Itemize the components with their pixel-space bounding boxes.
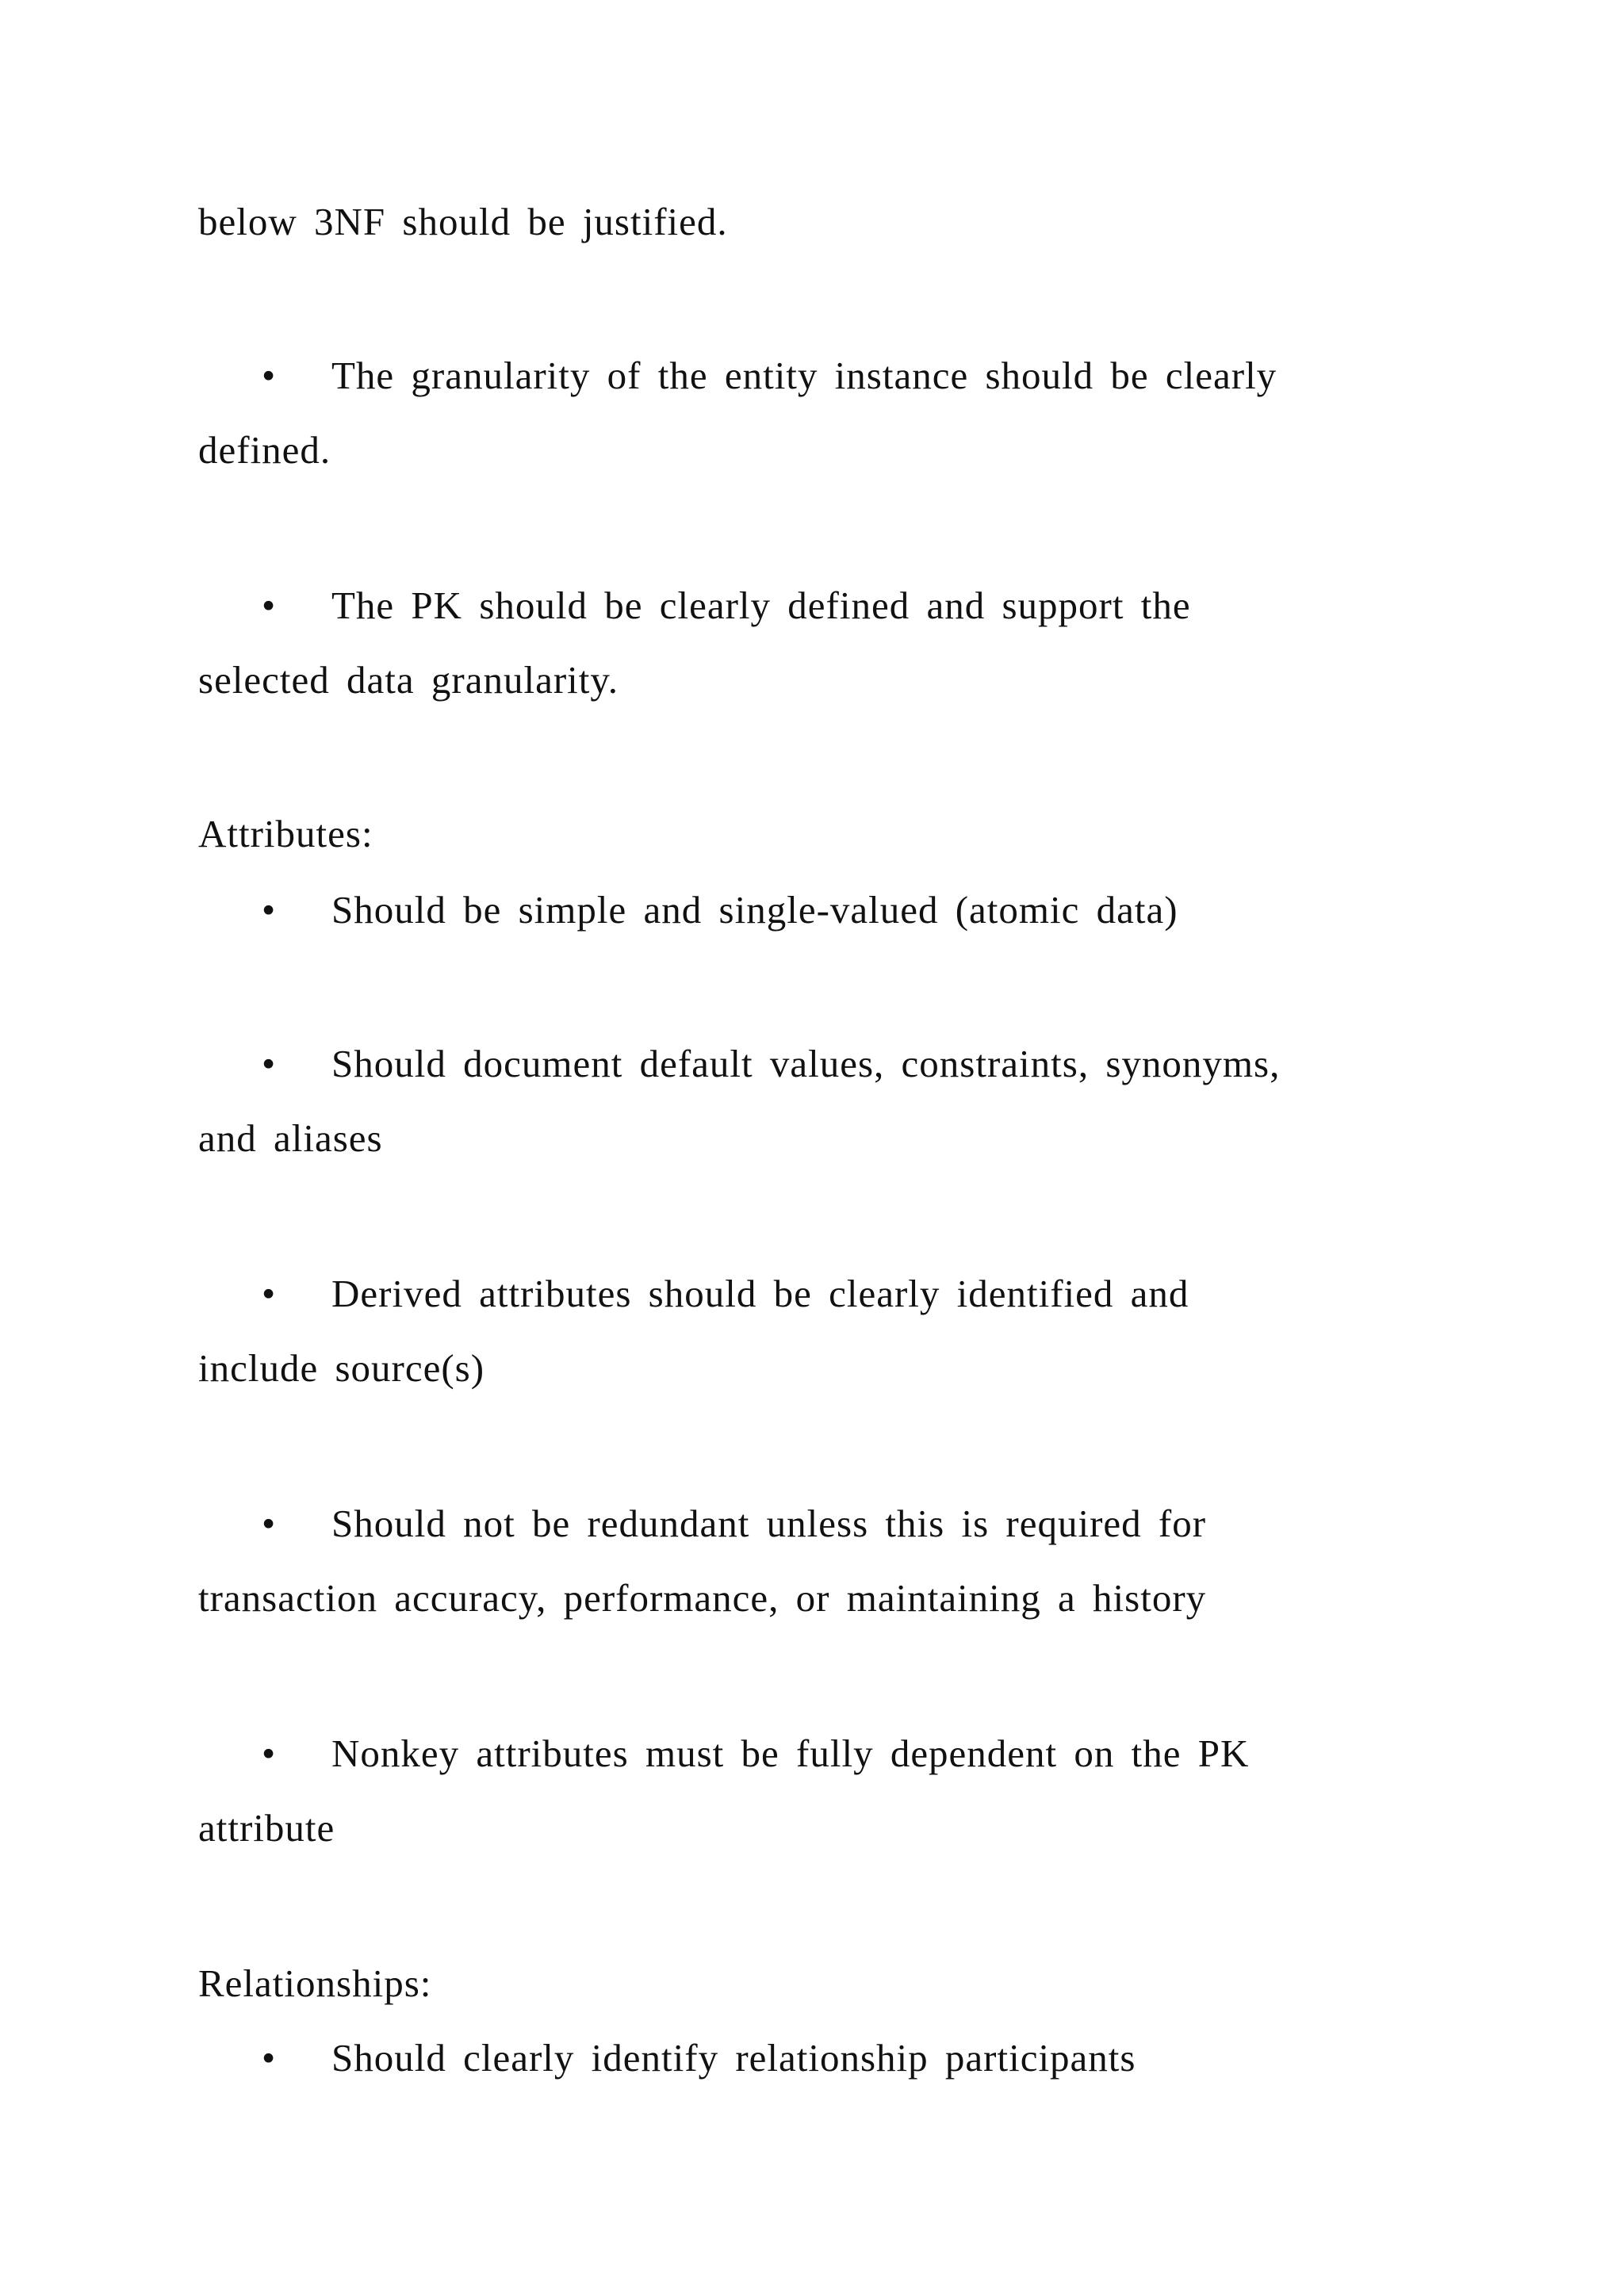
bullet-text: Should clearly identify relationship participants [331,2036,1136,2080]
bullet-marker: • [262,2036,276,2080]
bullet-marker: • [262,1272,276,1315]
paragraph-continuation: below 3NF should be justified. [198,200,728,243]
bullet-text-wrap: selected data granularity. [198,658,619,702]
bullet-text: Should document default values, constraints, synonyms, [331,1042,1281,1085]
bullet-marker: • [262,354,276,397]
bullet-marker: • [262,1042,276,1085]
bullet-marker: • [262,1502,276,1545]
relationships-heading: Relationships: [198,1961,432,2005]
bullet-text-wrap: transaction accuracy, performance, or maintaining a history [198,1576,1207,1620]
bullet-marker: • [262,584,276,627]
bullet-marker: • [262,1732,276,1775]
bullet-text: Should be simple and single-valued (atomic data) [331,888,1178,932]
attributes-heading: Attributes: [198,812,373,855]
bullet-text: Derived attributes should be clearly identified and [331,1272,1189,1315]
bullet-text-wrap: include source(s) [198,1346,485,1390]
bullet-text-wrap: and aliases [198,1116,383,1160]
bullet-text: Nonkey attributes must be fully dependent on the PK [331,1732,1250,1775]
bullet-text-wrap: attribute [198,1806,335,1850]
bullet-text: Should not be redundant unless this is required for [331,1502,1207,1545]
bullet-text: The granularity of the entity instance should be clearly [331,354,1277,397]
bullet-marker: • [262,888,276,932]
bullet-text-wrap: defined. [198,428,331,472]
bullet-text: The PK should be clearly defined and support the [331,584,1191,627]
